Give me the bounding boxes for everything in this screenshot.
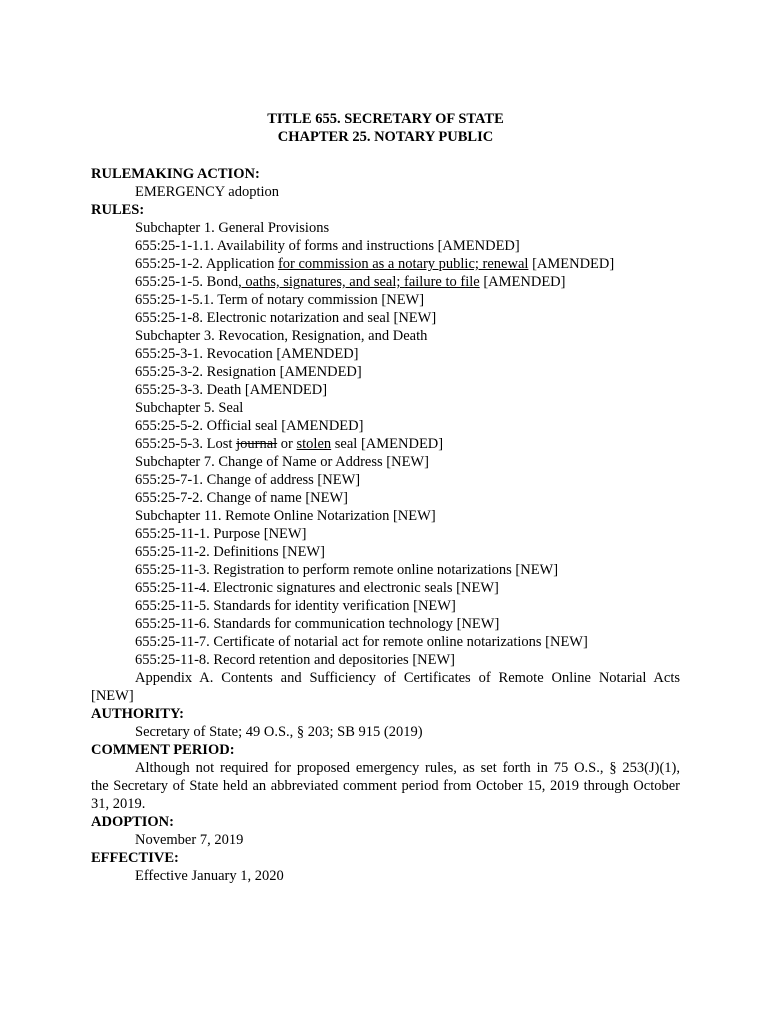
inserted-text: , [360, 328, 365, 344]
rule-5-2: 655:25-5-2. Official seal [AMENDED] [135, 418, 364, 434]
appendix-a: Appendix A. Contents and Sufficiency of Certificates of Remote Online Notarial Acts [135, 670, 680, 686]
document-title: TITLE 655. SECRETARY OF STATE [267, 111, 504, 127]
rule-1-1-1: 655:25-1-1.1. Availability of forms and instructions [AMENDED] [135, 238, 520, 254]
comment-line-1: Although not required for proposed emergency rules, as set forth in 75 O.S., § 253(J)(1), [135, 760, 680, 776]
comment-line-2: the Secretary of State held an abbreviated comment period from October 15, 2019 through October [91, 778, 680, 794]
comment-period-text [91, 759, 680, 813]
rule-3-1: 655:25-3-1. Revocation [AMENDED] [135, 346, 359, 362]
appendix-a-status: [NEW] [91, 688, 134, 704]
subchapter-11: Subchapter 11. Remote Online Notarization [NEW] [135, 508, 436, 524]
inserted-text: stolen [296, 436, 332, 452]
document-page [91, 110, 680, 885]
title-block [91, 110, 680, 146]
rulemaking-heading: RULEMAKING ACTION: [91, 166, 260, 182]
rule-11-4: 655:25-11-4. Electronic signatures and electronic seals [NEW] [135, 580, 499, 596]
rule-7-1: 655:25-7-1. Change of address [NEW] [135, 472, 361, 488]
rule-11-6: 655:25-11-6. Standards for communication technology [NEW] [135, 616, 500, 632]
subchapter-7: Subchapter 7. Change of Name or Address [NEW] [135, 454, 429, 470]
authority-value: Secretary of State; 49 O.S., § 203; SB 915 (2019) [135, 724, 423, 740]
rule-1-8: 655:25-1-8. Electronic notarization and seal [NEW] [135, 310, 437, 326]
subchapter-1: Subchapter 1. General Provisions [135, 220, 330, 236]
rule-1-5-1: 655:25-1-5.1. Term of notary commission [NEW] [135, 292, 425, 308]
rule-11-3: 655:25-11-3. Registration to perform remote online notarizations [NEW] [135, 562, 559, 578]
rule-11-5: 655:25-11-5. Standards for identity verification [NEW] [135, 598, 456, 614]
comment-line-3: 31, 2019. [91, 796, 146, 812]
rule-11-1: 655:25-11-1. Purpose [NEW] [135, 526, 307, 542]
rule-1-5: 655:25-1-5. Bond, oaths, signatures, and seal; failure to file [AMENDED] [135, 274, 566, 290]
adoption-value: November 7, 2019 [135, 832, 244, 848]
rule-11-8: 655:25-11-8. Record retention and depositories [NEW] [135, 652, 455, 668]
effective-value: Effective January 1, 2020 [135, 868, 284, 884]
deleted-text: journal [236, 436, 278, 452]
effective-heading: EFFECTIVE: [91, 850, 179, 866]
comment-period-heading: COMMENT PERIOD: [91, 742, 235, 758]
rulemaking-value: EMERGENCY adoption [135, 184, 280, 200]
inserted-text: , oaths, signatures, and seal; failure to file [238, 274, 480, 290]
rule-1-2: 655:25-1-2. Application for commission as a notary public; renewal [AMENDED] [135, 256, 615, 272]
rule-5-3: 655:25-5-3. Lost journal or stolen seal [AMENDED] [135, 436, 444, 452]
authority-heading: AUTHORITY: [91, 706, 184, 722]
chapter-title: CHAPTER 25. NOTARY PUBLIC [277, 129, 494, 145]
subchapter-3: Subchapter 3. Revocation, Resignation, and Death [135, 328, 428, 344]
rule-7-2: 655:25-7-2. Change of name [NEW] [135, 490, 349, 506]
rule-3-3: 655:25-3-3. Death [AMENDED] [135, 382, 328, 398]
rule-11-7: 655:25-11-7. Certificate of notarial act for remote online notarizations [NEW] [135, 634, 588, 650]
rules-list [91, 219, 680, 705]
rules-heading: RULES: [91, 202, 145, 218]
rule-11-2: 655:25-11-2. Definitions [NEW] [135, 544, 325, 560]
adoption-heading: ADOPTION: [91, 814, 174, 830]
inserted-text: for commission as a notary public; renewal [277, 256, 529, 272]
rule-3-2: 655:25-3-2. Resignation [AMENDED] [135, 364, 362, 380]
subchapter-5: Subchapter 5. Seal [135, 400, 244, 416]
